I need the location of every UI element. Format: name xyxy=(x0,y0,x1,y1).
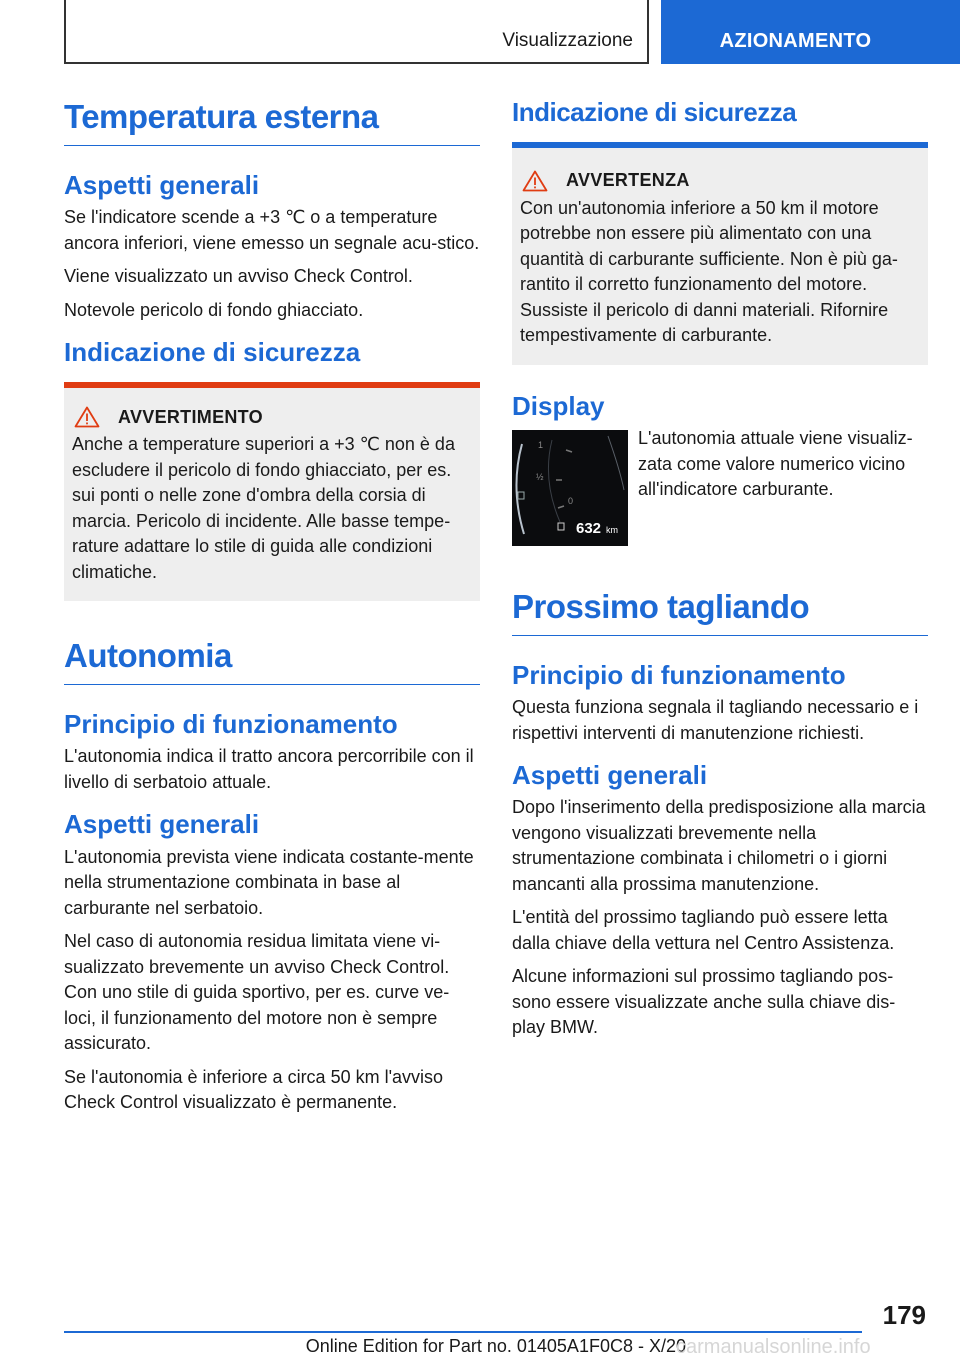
warning-header xyxy=(72,406,472,428)
footer-edition: Online Edition for Part no. 01405A1F0C8 - X/20 xyxy=(305,1336,686,1356)
heading-display: Display xyxy=(512,390,605,421)
warning-box xyxy=(512,148,928,365)
paragraph: Nel caso di autonomia residua limitata viene vi‐sualizzato brevemente un avviso Check Control. Con uno stile di guida sportivo, per es. curve ve‐loci, il funzionamento del motore non è sempre assicurato. xyxy=(64,931,450,1054)
paragraph: L'entità del prossimo tagliando può essere letta dalla chiave della vettura nel Centro Assistenza. xyxy=(512,907,895,953)
fuel-gauge-image xyxy=(512,430,628,546)
gauge-mark-full: 1 xyxy=(538,440,544,451)
header-chapter-tab xyxy=(661,0,960,64)
header-section-title: Visualizzazione xyxy=(502,30,633,51)
range-unit: km xyxy=(606,525,618,536)
paragraph: L'autonomia prevista viene indicata costante‐mente nella strumentazione combinata in base al carburante nel serbatoio. xyxy=(64,846,474,918)
warning-triangle-icon xyxy=(522,170,548,192)
header-chapter-title: AZIONAMENTO xyxy=(719,30,872,52)
heading-autonomia: Autonomia xyxy=(64,637,480,685)
watermark: carmanualsonline.info xyxy=(676,1336,871,1358)
warning-title: AVVERTENZA xyxy=(566,170,690,191)
warning-text: Anche a temperature superiori a +3 ℃ non è da escludere il pericolo di fondo ghiacciato, per es. sui ponti o nelle zone d'ombra della corsia di marcia. Pericolo di incidente. Alle basse tempe‐rature adattare lo stile di guida alle condizioni climatiche. xyxy=(72,434,455,582)
heading-principio-funzionamento: Principio di funzionamento xyxy=(512,660,846,691)
warning-box xyxy=(64,382,480,601)
paragraph: Viene visualizzato un avviso Check Control. xyxy=(64,266,413,287)
warning-text: Con un'autonomia inferiore a 50 km il motore potrebbe non essere più alimentato con una quantità di carburante sufficiente. Non è più ga‐rantito il corretto funzionamento del motore. Sussiste il pericolo di danni materiali. Rifornire tempestivamente di carburante. xyxy=(520,197,898,346)
gauge-mark-empty: 0 xyxy=(568,496,574,507)
heading-aspetti-generali: Aspetti generali xyxy=(64,809,260,840)
paragraph: L'autonomia indica il tratto ancora percorribile con il livello di serbatoio attuale. xyxy=(64,746,474,792)
heading-aspetti-generali: Aspetti generali xyxy=(512,760,708,791)
display-description: L'autonomia attuale viene visualiz‐zata come valore numerico vicino all'indicatore carburante. xyxy=(638,428,913,500)
display-section xyxy=(512,426,928,546)
footer-divider xyxy=(64,1331,862,1333)
heading-principio-funzionamento: Principio di funzionamento xyxy=(64,709,398,740)
page-number: 179 xyxy=(882,1300,926,1330)
range-value: 632 xyxy=(576,520,602,538)
paragraph: Se l'indicatore scende a +3 ℃ o a temperature ancora inferiori, viene emesso un segnale acu‐stico. xyxy=(64,207,480,253)
warning-header xyxy=(520,170,920,192)
heading-aspetti-generali: Aspetti generali xyxy=(64,169,260,200)
paragraph: Notevole pericolo di fondo ghiacciato. xyxy=(64,299,364,320)
header-section-box xyxy=(64,0,649,64)
gauge-mark-half: ½ xyxy=(536,472,544,483)
right-column xyxy=(512,98,928,1049)
heading-indicazione-sicurezza: Indicazione di sicurezza xyxy=(64,337,361,368)
warning-title: AVVERTIMENTO xyxy=(118,406,263,427)
paragraph: Alcune informazioni sul prossimo tagliando pos‐sono essere visualizzate anche sulla chiave dis‐play BMW. xyxy=(512,966,896,1038)
warning-triangle-icon xyxy=(74,406,100,428)
heading-prossimo-tagliando: Prossimo tagliando xyxy=(512,588,928,636)
paragraph: Se l'autonomia è inferiore a circa 50 km l'avviso Check Control visualizzato è permanente. xyxy=(64,1066,444,1113)
heading-indicazione-sicurezza: Indicazione di sicurezza xyxy=(512,98,928,148)
paragraph: Dopo l'inserimento della predisposizione alla marcia vengono visualizzati brevemente nella strumentazione combinata i chilometri o i giorni mancanti alla prossima manutenzione. xyxy=(512,797,926,894)
left-column xyxy=(64,98,480,1124)
paragraph: Questa funziona segnala il tagliando necessario e i rispettivi interventi di manutenzione richiesti. xyxy=(512,697,919,743)
heading-temperatura-esterna: Temperatura esterna xyxy=(64,98,480,146)
